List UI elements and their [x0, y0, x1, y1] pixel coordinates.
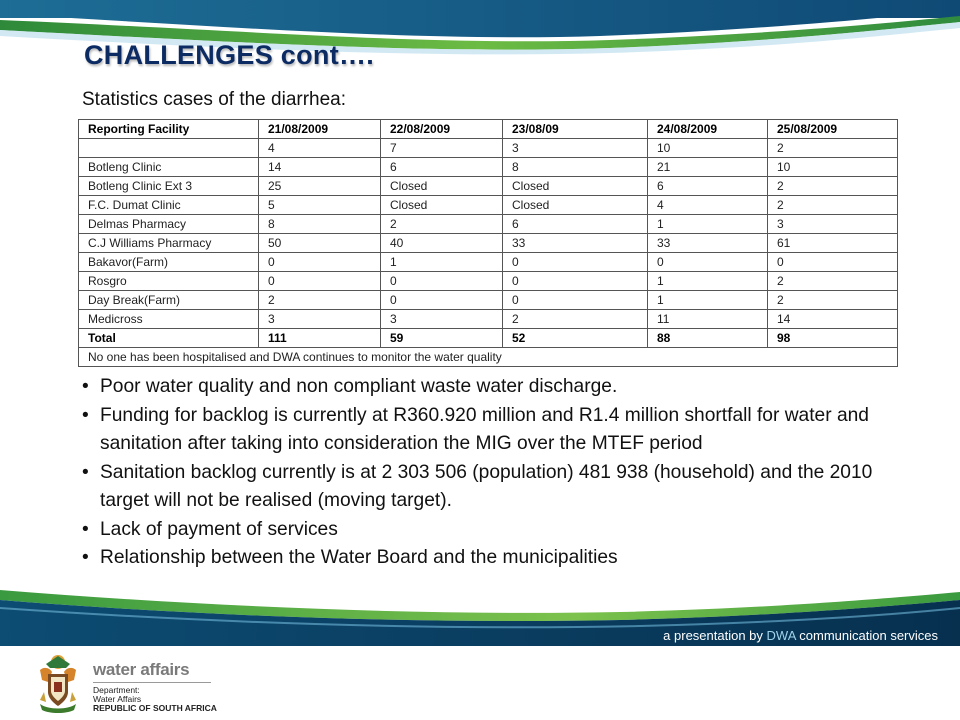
table-cell: Botleng Clinic	[79, 158, 259, 177]
table-cell: 10	[768, 158, 898, 177]
table-cell: 0	[259, 272, 381, 291]
bullet-text: Poor water quality and non compliant waste water discharge.	[100, 376, 618, 397]
table-cell: Closed	[381, 177, 503, 196]
bullet-text: Lack of payment of services	[100, 518, 338, 540]
column-header: 22/08/2009	[381, 120, 503, 139]
table-cell: 7	[381, 139, 503, 158]
column-header: 25/08/2009	[768, 120, 898, 139]
table-cell: 0	[503, 291, 648, 310]
table-cell: Day Break(Farm)	[79, 291, 259, 310]
table-cell: 1	[648, 215, 768, 234]
table-row	[79, 158, 898, 177]
bullet-dot-icon: •	[82, 404, 89, 426]
brand-name: water affairs	[93, 660, 190, 679]
table-cell: 4	[259, 139, 381, 158]
table-cell: Rosgro	[79, 272, 259, 291]
table-row	[79, 196, 898, 215]
challenge-bullet-list	[78, 373, 878, 573]
column-header: 24/08/2009	[648, 120, 768, 139]
table-cell: 0	[503, 253, 648, 272]
table-cell: C.J Williams Pharmacy	[79, 234, 259, 253]
table-row	[79, 291, 898, 310]
table-cell: 3	[381, 310, 503, 329]
table-cell: 11	[648, 310, 768, 329]
table-cell: 1	[381, 253, 503, 272]
bullet-dot-icon: •	[82, 461, 89, 483]
table-caption: Statistics cases of the diarrhea:	[82, 89, 347, 110]
table-cell: Botleng Clinic Ext 3	[79, 177, 259, 196]
table-cell: 2	[259, 291, 381, 310]
bullet-dot-icon: •	[82, 376, 89, 397]
table-cell: 2	[768, 139, 898, 158]
table-cell: 2	[768, 196, 898, 215]
table-cell: Closed	[503, 196, 648, 215]
table-cell: 0	[768, 253, 898, 272]
table-cell: 50	[259, 234, 381, 253]
table-cell: Medicross	[79, 310, 259, 329]
table-row	[79, 139, 898, 158]
footer-tagline	[663, 628, 938, 643]
column-header: Reporting Facility	[79, 120, 259, 139]
table-cell: 2	[768, 272, 898, 291]
table-total-row	[79, 329, 898, 348]
bullet-dot-icon: •	[82, 547, 89, 568]
table-cell: 4	[648, 196, 768, 215]
table-cell: 10	[648, 139, 768, 158]
table-cell: 52	[503, 329, 648, 348]
table-note-row	[79, 348, 898, 367]
bullet-text: Sanitation backlog currently is at 2 303 506 (population) 481 938 (household) and the 2010 target will not be realised (moving target).	[100, 461, 873, 511]
table-header-row	[79, 120, 898, 139]
tagline-prefix: a presentation by	[663, 628, 767, 643]
table-cell: 6	[381, 158, 503, 177]
bullet-item	[78, 516, 878, 545]
brand-country-label: REPUBLIC OF SOUTH AFRICA	[93, 703, 217, 713]
table-cell: 8	[259, 215, 381, 234]
table-cell: 0	[381, 272, 503, 291]
table-cell: 40	[381, 234, 503, 253]
table-row	[79, 272, 898, 291]
bullet-item	[78, 402, 878, 459]
table-cell: 2	[503, 310, 648, 329]
table-cell: 0	[259, 253, 381, 272]
bullet-dot-icon: •	[82, 518, 89, 540]
table-row	[79, 310, 898, 329]
table-cell: 88	[648, 329, 768, 348]
table-cell: 3	[259, 310, 381, 329]
column-header: 21/08/2009	[259, 120, 381, 139]
brand-ministry-label: Water Affairs	[93, 694, 142, 704]
table-cell: 33	[648, 234, 768, 253]
table-cell: 8	[503, 158, 648, 177]
table-row	[79, 177, 898, 196]
table-cell: 0	[381, 291, 503, 310]
column-header: 23/08/09	[503, 120, 648, 139]
bullet-item	[78, 544, 878, 573]
brand-department-label: Department:	[93, 685, 140, 695]
table-cell: 61	[768, 234, 898, 253]
table-cell: 98	[768, 329, 898, 348]
bullet-item	[78, 459, 878, 516]
table-cell: Bakavor(Farm)	[79, 253, 259, 272]
table-cell: 14	[259, 158, 381, 177]
table-cell: 111	[259, 329, 381, 348]
table-cell: Closed	[381, 196, 503, 215]
slide-title: CHALLENGES cont….	[84, 40, 375, 70]
table-cell: 2	[768, 177, 898, 196]
table-cell: 1	[648, 291, 768, 310]
table-cell	[79, 139, 259, 158]
table-row	[79, 234, 898, 253]
bullet-item	[78, 373, 878, 402]
table-row	[79, 253, 898, 272]
table-cell: 33	[503, 234, 648, 253]
table-cell: 3	[503, 139, 648, 158]
table-cell: 1	[648, 272, 768, 291]
table-cell: Delmas Pharmacy	[79, 215, 259, 234]
tagline-highlight: DWA	[766, 628, 796, 643]
table-cell: 21	[648, 158, 768, 177]
table-cell: Closed	[503, 177, 648, 196]
table-cell: Total	[79, 329, 259, 348]
table-row	[79, 215, 898, 234]
table-cell: 6	[503, 215, 648, 234]
diarrhea-statistics-table	[78, 119, 898, 367]
table-cell: 0	[648, 253, 768, 272]
bullet-text: Funding for backlog is currently at R360.920 million and R1.4 million shortfall for water and sanitation after taking into consideration the MIG over the MTEF period	[100, 404, 869, 454]
table-cell: F.C. Dumat Clinic	[79, 196, 259, 215]
table-cell: 2	[768, 291, 898, 310]
tagline-suffix: communication services	[795, 628, 938, 643]
table-cell: 25	[259, 177, 381, 196]
table-cell: 59	[381, 329, 503, 348]
table-cell: 0	[503, 272, 648, 291]
table-note: No one has been hospitalised and DWA continues to monitor the water quality	[79, 348, 898, 367]
table-cell: 6	[648, 177, 768, 196]
table-cell: 2	[381, 215, 503, 234]
table-cell: 5	[259, 196, 381, 215]
brand-divider	[93, 682, 211, 683]
table-cell: 14	[768, 310, 898, 329]
table-cell: 3	[768, 215, 898, 234]
bullet-text: Relationship between the Water Board and the municipalities	[100, 547, 618, 568]
